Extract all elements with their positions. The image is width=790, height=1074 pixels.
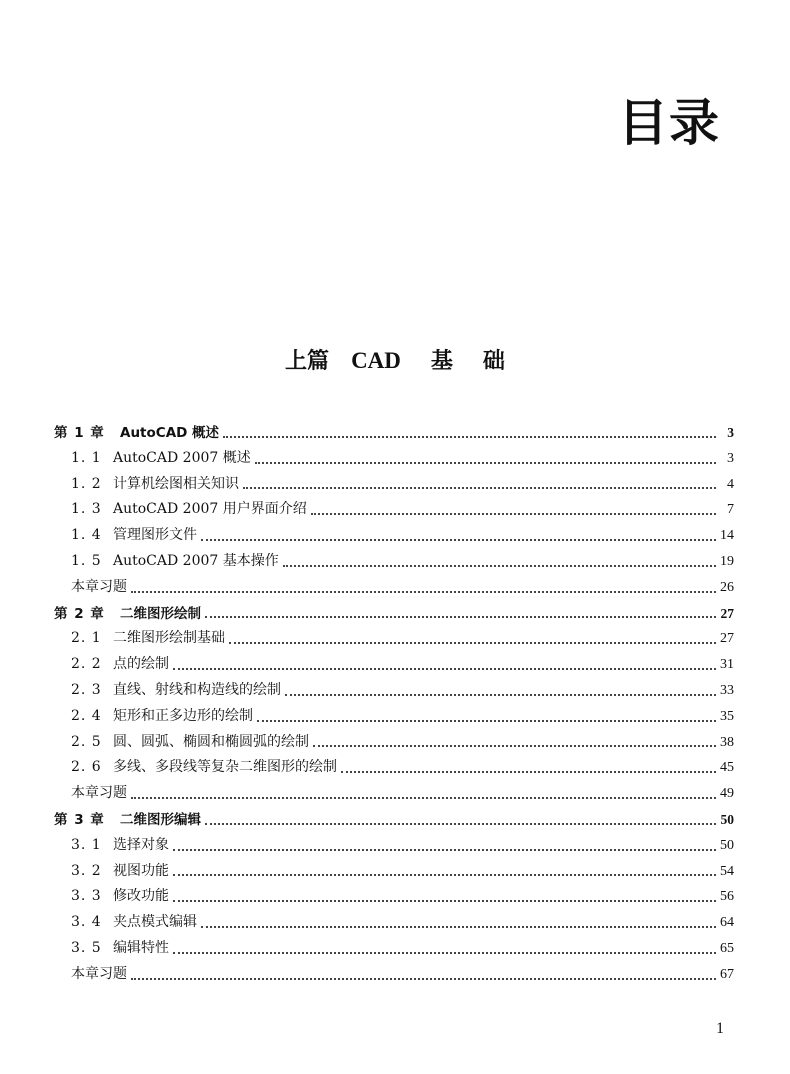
toc-entry-exercise[interactable]	[54, 962, 734, 988]
toc-entry-title: 本章习题	[71, 578, 127, 595]
toc-entry-number: 1. 2	[71, 475, 102, 492]
toc-entry-chapter[interactable]	[54, 601, 734, 627]
page-number: 1	[716, 1020, 724, 1037]
page-title: 目录	[618, 94, 720, 152]
part-title-part-c: 基	[430, 349, 453, 374]
toc-entry-title: 二维图形绘制	[120, 605, 201, 622]
toc-entry-chapter[interactable]	[54, 807, 734, 833]
toc-entry-number: 第 2 章	[54, 605, 105, 622]
toc-entry-page: 31	[720, 657, 734, 673]
toc-entry-section[interactable]	[54, 497, 734, 523]
toc-entry-number: 3. 4	[71, 914, 102, 931]
toc-entry-page: 50	[720, 837, 734, 853]
dot-leader	[131, 591, 716, 593]
toc-entry-page: 50	[720, 811, 734, 827]
toc-entry-page: 49	[720, 786, 734, 802]
toc-entry-section[interactable]	[54, 755, 734, 781]
toc-entry-number: 3. 2	[71, 862, 102, 879]
toc-entry-title: 管理图形文件	[113, 527, 197, 544]
toc-entry-title: 矩形和正多边形的绘制	[113, 707, 253, 724]
dot-leader	[131, 797, 716, 799]
toc-entry-title: AutoCAD 2007 概述	[113, 449, 251, 466]
toc-entry-section[interactable]	[54, 472, 734, 498]
toc-entry-number: 1. 3	[71, 501, 102, 518]
toc-entry-section[interactable]	[54, 936, 734, 962]
toc-entry-page: 3	[727, 450, 734, 466]
toc-entry-section[interactable]	[54, 652, 734, 678]
dot-leader	[283, 565, 716, 567]
toc-entry-number: 2. 6	[71, 759, 102, 776]
toc-entry-page: 3	[727, 425, 734, 440]
toc-entry-title: AutoCAD 2007 用户界面介绍	[113, 501, 307, 518]
dot-leader	[223, 436, 716, 438]
toc-entry-page: 38	[720, 734, 734, 750]
toc-entry-page: 27	[720, 631, 734, 647]
toc-entry-title: 多线、多段线等复杂二维图形的绘制	[113, 759, 337, 776]
toc-entry-page: 54	[720, 863, 734, 879]
dot-leader	[201, 926, 716, 928]
toc-entry-title: 本章习题	[71, 965, 127, 982]
toc-entry-title: 选择对象	[113, 836, 169, 853]
toc-entry-section[interactable]	[54, 910, 734, 936]
dot-leader	[131, 978, 716, 980]
toc-entry-title: 视图功能	[113, 862, 169, 879]
toc-entry-title: 夹点模式编辑	[113, 914, 197, 931]
toc-entry-number: 1. 4	[71, 527, 102, 544]
toc-entry-page: 19	[720, 553, 734, 569]
table-of-contents	[54, 420, 734, 988]
toc-entry-section[interactable]	[54, 626, 734, 652]
toc-entry-section[interactable]	[54, 884, 734, 910]
toc-entry-section[interactable]	[54, 549, 734, 575]
toc-entry-page: 26	[720, 579, 734, 595]
toc-entry-number: 3. 1	[71, 836, 102, 853]
dot-leader	[173, 668, 716, 670]
toc-entry-page: 4	[727, 476, 734, 492]
toc-entry-number: 3. 5	[71, 939, 102, 956]
toc-entry-page: 67	[720, 966, 734, 982]
dot-leader	[243, 487, 716, 489]
dot-leader	[229, 642, 716, 644]
dot-leader	[173, 900, 716, 902]
toc-entry-title: AutoCAD 概述	[120, 425, 220, 441]
toc-entry-title: 二维图形绘制基础	[113, 630, 225, 647]
toc-entry-title: AutoCAD 2007 基本操作	[113, 552, 279, 569]
toc-entry-section[interactable]	[54, 730, 734, 756]
toc-entry-number: 1. 1	[71, 449, 102, 466]
toc-entry-number: 2. 5	[71, 733, 102, 750]
toc-entry-section[interactable]	[54, 678, 734, 704]
toc-entry-page: 14	[720, 528, 734, 544]
toc-entry-title: 直线、射线和构造线的绘制	[113, 681, 281, 698]
dot-leader	[313, 745, 716, 747]
toc-entry-number: 第 1 章	[54, 425, 105, 441]
dot-leader	[173, 874, 716, 876]
dot-leader	[205, 616, 716, 618]
toc-entry-title: 圆、圆弧、椭圆和椭圆弧的绘制	[113, 733, 309, 750]
toc-entry-page: 65	[720, 940, 734, 956]
toc-entry-number: 第 3 章	[54, 811, 105, 828]
toc-entry-section[interactable]	[54, 704, 734, 730]
dot-leader	[341, 771, 716, 773]
toc-entry-page: 64	[720, 915, 734, 931]
toc-entry-number: 2. 4	[71, 707, 102, 724]
toc-entry-title: 修改功能	[113, 888, 169, 905]
toc-entry-page: 56	[720, 889, 734, 905]
toc-entry-title: 本章习题	[71, 785, 127, 802]
dot-leader	[285, 694, 716, 696]
toc-entry-number: 2. 2	[71, 656, 102, 673]
toc-entry-chapter[interactable]	[54, 420, 734, 446]
toc-entry-title: 计算机绘图相关知识	[113, 475, 239, 492]
toc-entry-page: 27	[720, 605, 734, 621]
toc-entry-number: 2. 1	[71, 630, 102, 647]
dot-leader	[173, 849, 716, 851]
toc-entry-title: 编辑特性	[113, 939, 169, 956]
toc-entry-number: 3. 3	[71, 888, 102, 905]
toc-entry-exercise[interactable]	[54, 575, 734, 601]
toc-entry-page: 33	[720, 682, 734, 698]
toc-entry-title: 二维图形编辑	[120, 811, 201, 828]
part-title-part-a: 上篇	[285, 349, 330, 374]
toc-entry-number: 1. 5	[71, 552, 102, 569]
dot-leader	[255, 462, 716, 464]
dot-leader	[257, 720, 716, 722]
toc-entry-title: 点的绘制	[113, 656, 169, 673]
dot-leader	[205, 823, 716, 825]
part-title-part-b: CAD	[351, 348, 401, 373]
toc-entry-section[interactable]	[54, 833, 734, 859]
toc-entry-page: 7	[727, 502, 734, 518]
toc-entry-section[interactable]	[54, 446, 734, 472]
dot-leader	[173, 952, 716, 954]
part-title	[0, 349, 790, 373]
toc-entry-section[interactable]	[54, 859, 734, 885]
toc-entry-section[interactable]	[54, 523, 734, 549]
dot-leader	[201, 539, 716, 541]
toc-entry-page: 35	[720, 708, 734, 724]
part-title-part-d: 础	[482, 349, 505, 374]
toc-entry-number: 2. 3	[71, 681, 102, 698]
toc-entry-page: 45	[720, 760, 734, 776]
toc-entry-exercise[interactable]	[54, 781, 734, 807]
dot-leader	[311, 513, 716, 515]
